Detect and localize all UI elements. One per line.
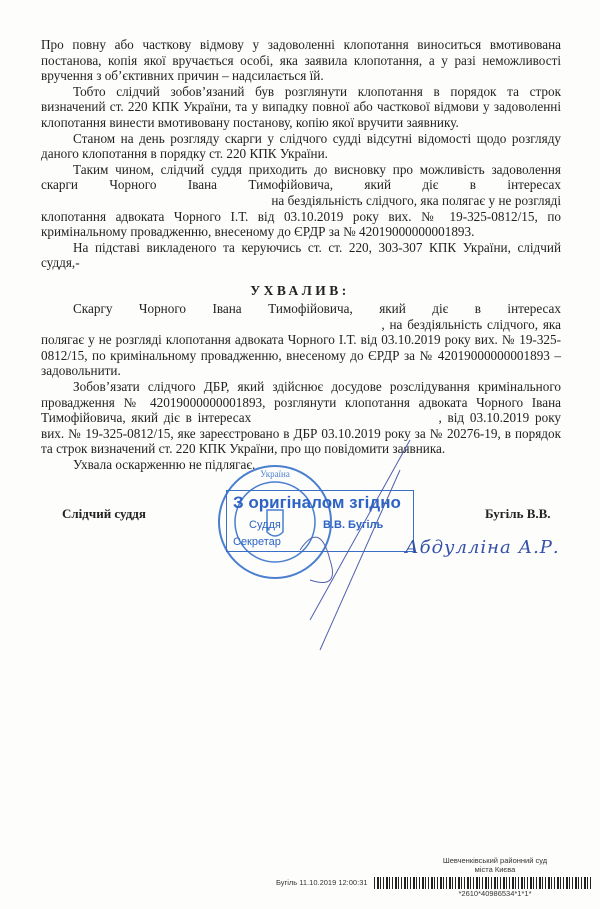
paragraph: Про повну або часткову відмову у задоволенні клопотання виноситься вмотивована постанова, копія якої вручається особі, яка заявила клопотання, а у разі неможливості вручення з об’єктивних причин – надсилається їй. — [41, 37, 561, 84]
stamp-title: З оригіналом згідно — [233, 493, 401, 512]
redacted-text — [41, 193, 268, 208]
paragraph — [41, 301, 561, 379]
paragraph — [41, 162, 561, 240]
paragraph-text: Зобов’язати слідчого ДБР, який здійснює досудове розслідування кримінального провадження № 42019000000001893, розглянути клопотання адвоката Чорного Івана Тимофійовича, який діє в інтересах — [41, 378, 561, 426]
stamp-secretary-label: Секретар — [233, 536, 281, 548]
paragraph-text: , на бездіяльність слідчого, яка полягає у не розгляді клопотання адвоката Чорного І.Т. від 03.10.2019 року вих. № 19-325-0812/15, по кримінальному провадженню, внесеному до ЄРДР за № 42019000000001893 – задовольнити. — [41, 316, 561, 379]
document-body — [41, 37, 561, 271]
redacted-text — [257, 410, 439, 425]
stamp-judge-label: Суддя — [249, 519, 281, 531]
paragraph: Станом на день розгляду скарги у слідчого судді відсутні відомості щодо розгляду даного клопотання в порядку ст. 220 КПК України. — [41, 130, 561, 162]
barcode — [374, 877, 592, 889]
paragraph: Ухвала оскарженню не підлягає. — [73, 456, 256, 472]
paragraph-text: Таким чином, слідчий суддя приходить до висновку про можливість задоволення скарги Чорного Івана Тимофійовича, який діє в інтересах — [41, 161, 561, 193]
paragraph: На підставі викладеного та керуючись ст. ст. 220, 303-307 КПК України, слідчий суддя,- — [41, 239, 561, 271]
handwritten-secretary-name: Абдулліна А.Р. — [405, 537, 560, 558]
paragraph-text: , від 03.10.2019 року вих. № 19-325-0812/15, яке зареєстровано в ДБР 03.10.2019 року за № 20276-19, в порядок та строк визначений ст. 220 КПК України, про що повідомити заявника. — [41, 410, 562, 457]
court-line: Шевченківський районний суд — [442, 856, 548, 865]
redacted-text — [41, 317, 381, 332]
footer-court-name — [420, 856, 570, 874]
paragraph-text: Скаргу Чорного Івана Тимофійовича, який діє в інтересах — [73, 301, 561, 316]
stamp-judge-name: В.В. Бугіль — [323, 519, 384, 531]
ruling-heading: УХВАЛИВ: — [250, 283, 350, 298]
signature-name: Бугіль В.В. — [485, 506, 551, 521]
signature-title: Слідчий суддя — [62, 506, 146, 521]
paragraph: Тобто слідчий зобов’язаний був розглянути клопотання в порядок та строк визначений ст. 220 КПК України, та у випадку повної або часткової відмови у задоволенні клопотання винести вмотивовану постанову, копію якої вручити заявнику. — [41, 83, 561, 130]
paragraph-text: на бездіяльність слідчого, яка полягає у не розгляді клопотання адвоката Чорного І.Т. від 03.10.2019 року вих. № 19-325-0812/15, по кримінальному провадженню, внесеному до ЄРДР за № 42019000000001893. — [41, 192, 562, 240]
court-line: міста Києва — [474, 865, 516, 874]
seal-text: Україна — [260, 469, 290, 479]
barcode-number: *2610*40986534*1*1* — [458, 889, 532, 898]
footer-timestamp: Бугіль 11.10.2019 12:00:31 — [276, 878, 368, 887]
